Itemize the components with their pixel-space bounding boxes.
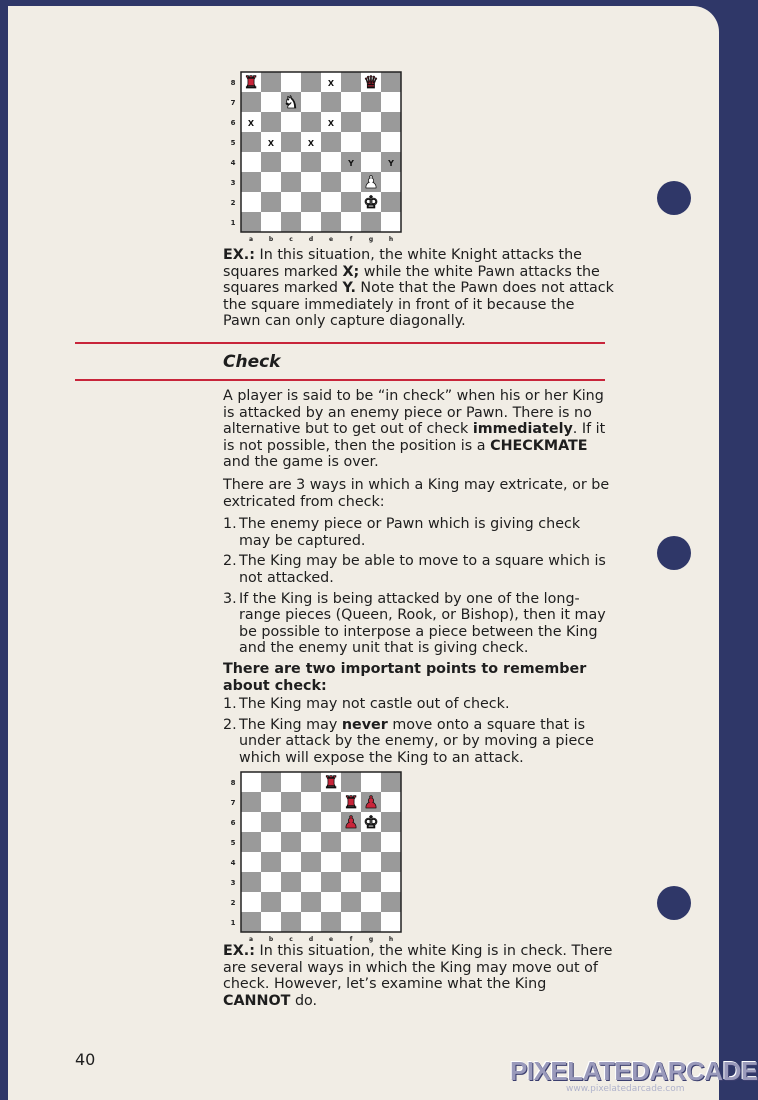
text-run: . If it is not possible, then the position is a — [223, 421, 606, 454]
board-square — [261, 892, 281, 912]
board-square — [341, 772, 361, 792]
board-square — [261, 212, 281, 232]
board-square — [381, 872, 401, 892]
board-square — [261, 792, 281, 812]
board-square — [361, 912, 381, 932]
rank-label: 3 — [230, 179, 236, 187]
rank-label: 8 — [230, 79, 236, 87]
file-label: b — [268, 236, 274, 243]
list-text: The King may not castle out of check. — [239, 696, 510, 713]
board-square — [261, 812, 281, 832]
chess-diagram-knight-pawn — [221, 64, 411, 244]
page-number: 40 — [75, 1050, 96, 1069]
section-rule-top — [75, 342, 605, 344]
board-square — [261, 92, 281, 112]
board-square — [361, 852, 381, 872]
board-square — [301, 72, 321, 92]
board-square — [241, 772, 261, 792]
chess-piece: ♛ — [363, 73, 379, 93]
board-square — [261, 152, 281, 172]
file-label: a — [248, 236, 254, 243]
board-square — [281, 832, 301, 852]
board-square — [381, 832, 401, 852]
file-label: g — [368, 936, 374, 943]
check-points-list — [223, 696, 615, 766]
text-run: A player is said to be “in check” when his or her King is attacked by an enemy piece or Pawn. There is no alternative but to get out of check — [223, 388, 604, 438]
board-square — [381, 892, 401, 912]
caption-king-check — [223, 943, 615, 1009]
square-mark: Y — [388, 159, 394, 168]
board-square — [241, 172, 261, 192]
board-square — [321, 192, 341, 212]
board-square — [241, 872, 261, 892]
board-square — [241, 132, 261, 152]
file-label: d — [308, 936, 314, 943]
rank-label: 6 — [230, 119, 236, 127]
board-square — [281, 912, 301, 932]
file-label: c — [289, 936, 293, 943]
chess-piece: ♜ — [343, 793, 359, 813]
ex-label: EX.: — [223, 943, 255, 959]
board-square — [281, 152, 301, 172]
emphasis-checkmate: CHECKMATE — [490, 437, 588, 454]
square-mark: Y — [348, 159, 354, 168]
board-square — [361, 772, 381, 792]
rank-label: 2 — [230, 899, 236, 907]
board-square — [261, 852, 281, 872]
board-square — [241, 892, 261, 912]
board-square — [241, 792, 261, 812]
ex-label: EX.: — [223, 247, 255, 263]
list-item — [223, 516, 615, 549]
x-label: X; — [342, 263, 360, 280]
square-mark: X — [327, 79, 335, 88]
caption-text: In this situation, the white Knight attacks the squares marked — [223, 247, 582, 280]
board-square — [321, 152, 341, 172]
board-square — [241, 852, 261, 872]
rank-label: 1 — [230, 919, 236, 927]
caption-text: do. — [294, 992, 318, 1009]
board-square — [321, 852, 341, 872]
chess-piece: ♜ — [323, 773, 339, 793]
manual-page — [8, 6, 719, 1100]
board-square — [301, 912, 321, 932]
emphasis-immediately: immediately — [472, 421, 573, 438]
watermark-logo: PIXELATEDARCADE — [510, 1056, 758, 1086]
chess-diagram-king-check — [221, 764, 411, 944]
board-square — [381, 72, 401, 92]
board-square — [261, 912, 281, 932]
binder-hole — [657, 886, 691, 920]
emphasis-never: never — [341, 716, 388, 733]
board-square — [341, 92, 361, 112]
board-square — [341, 872, 361, 892]
file-label: h — [388, 936, 394, 943]
check-definition — [223, 388, 615, 471]
binder-hole — [657, 536, 691, 570]
board-square — [381, 112, 401, 132]
rank-label: 5 — [230, 139, 236, 147]
board-square — [301, 112, 321, 132]
board-square — [381, 132, 401, 152]
board-square — [261, 832, 281, 852]
board-square — [341, 172, 361, 192]
square-mark: X — [267, 139, 275, 148]
file-label: a — [248, 936, 254, 943]
board-square — [281, 72, 301, 92]
caption-knight-pawn — [223, 247, 615, 330]
file-label: c — [289, 236, 293, 243]
list-item — [223, 553, 615, 586]
board-square — [341, 912, 361, 932]
board-square — [321, 132, 341, 152]
file-label: f — [349, 936, 353, 943]
list-number: 2. — [223, 553, 237, 570]
rank-label: 8 — [230, 779, 236, 787]
board-square — [321, 92, 341, 112]
section-rule-bottom — [75, 379, 605, 381]
caption-text: while the white Pawn attacks the squares marked — [223, 263, 600, 297]
board-square — [341, 212, 361, 232]
board-square — [341, 72, 361, 92]
check-points-subhead: There are two important points to remember about check: — [223, 660, 587, 694]
board-square — [381, 912, 401, 932]
board-square — [281, 192, 301, 212]
file-label: e — [328, 936, 334, 943]
chessboard — [221, 64, 411, 244]
file-label: f — [349, 236, 353, 243]
square-mark: X — [247, 119, 255, 128]
board-square — [281, 792, 301, 812]
board-square — [301, 772, 321, 792]
square-mark: X — [307, 139, 315, 148]
caption-text: Note that the Pawn does not attack the square immediately in front of it because the Pawn can only capture diagonally. — [223, 280, 614, 330]
board-square — [241, 812, 261, 832]
file-label: d — [308, 236, 314, 243]
board-square — [361, 832, 381, 852]
board-square — [241, 92, 261, 112]
list-number: 1. — [223, 516, 237, 533]
watermark-url: www.pixelatedarcade.com — [566, 1084, 685, 1094]
cannot-label: CANNOT — [223, 992, 291, 1009]
section-heading: Check — [223, 352, 281, 372]
rank-label: 4 — [230, 859, 236, 867]
board-square — [341, 892, 361, 912]
list-text: move onto a square that is under attack by the enemy, or by moving a piece which will expose the King to an attack. — [239, 716, 594, 766]
check-ways-list — [223, 516, 615, 657]
board-square — [301, 192, 321, 212]
chess-piece: ♚ — [363, 813, 379, 833]
board-square — [281, 872, 301, 892]
chess-piece: ♟ — [363, 793, 379, 813]
board-square — [281, 132, 301, 152]
board-square — [361, 152, 381, 172]
file-label: g — [368, 236, 374, 243]
list-text: The enemy piece or Pawn which is giving check may be captured. — [239, 516, 581, 549]
board-square — [301, 92, 321, 112]
chess-piece: ♚ — [363, 193, 379, 213]
board-square — [361, 212, 381, 232]
list-item — [223, 591, 615, 657]
board-square — [341, 832, 361, 852]
list-item — [223, 696, 615, 713]
board-square — [381, 192, 401, 212]
board-square — [301, 212, 321, 232]
board-square — [241, 832, 261, 852]
rank-label: 5 — [230, 839, 236, 847]
file-label: h — [388, 236, 394, 243]
chess-piece: ♟ — [343, 813, 359, 833]
board-square — [361, 92, 381, 112]
rank-label: 7 — [230, 99, 236, 107]
check-ways-intro: There are 3 ways in which a King may extricate, or be extricated from check: — [223, 476, 610, 510]
board-square — [381, 772, 401, 792]
rank-label: 7 — [230, 799, 236, 807]
board-square — [321, 812, 341, 832]
board-square — [241, 192, 261, 212]
board-square — [301, 872, 321, 892]
board-square — [261, 72, 281, 92]
board-square — [241, 912, 261, 932]
list-number: 2. — [223, 716, 237, 733]
check-body — [223, 388, 615, 770]
y-label: Y. — [342, 280, 356, 297]
board-square — [341, 852, 361, 872]
board-square — [281, 172, 301, 192]
board-square — [381, 792, 401, 812]
board-square — [301, 172, 321, 192]
board-square — [321, 832, 341, 852]
board-square — [381, 212, 401, 232]
rank-label: 2 — [230, 199, 236, 207]
list-number: 3. — [223, 590, 237, 607]
board-square — [361, 872, 381, 892]
list-item — [223, 717, 615, 767]
chess-piece: ♟ — [363, 173, 379, 193]
list-text: The King may — [239, 716, 338, 733]
caption-text: In this situation, the white King is in check. There are several ways in which the King may move out of check. However, let’s examine what the King — [223, 943, 613, 993]
rank-label: 1 — [230, 219, 236, 227]
binder-hole — [657, 181, 691, 215]
square-mark: X — [327, 119, 335, 128]
board-square — [301, 892, 321, 912]
board-square — [381, 852, 401, 872]
board-square — [361, 892, 381, 912]
board-square — [321, 792, 341, 812]
text-run: and the game is over. — [223, 454, 379, 471]
board-square — [321, 172, 341, 192]
board-square — [281, 112, 301, 132]
board-square — [361, 112, 381, 132]
board-square — [381, 172, 401, 192]
file-label: b — [268, 936, 274, 943]
chessboard — [221, 764, 411, 944]
file-label: e — [328, 236, 334, 243]
board-square — [261, 172, 281, 192]
board-square — [281, 772, 301, 792]
board-square — [261, 772, 281, 792]
board-square — [381, 92, 401, 112]
board-square — [301, 852, 321, 872]
board-square — [381, 812, 401, 832]
chess-piece: ♞ — [283, 93, 299, 113]
board-square — [261, 192, 281, 212]
list-number: 1. — [223, 696, 237, 713]
board-square — [301, 152, 321, 172]
board-square — [321, 892, 341, 912]
list-text: If the King is being attacked by one of the long-range pieces (Queen, Rook, or Bishop), then it may be possible to interpose a piece between the King and the enemy unit that is giving check. — [239, 590, 606, 657]
board-square — [241, 152, 261, 172]
board-square — [361, 132, 381, 152]
board-square — [321, 872, 341, 892]
board-square — [341, 132, 361, 152]
board-square — [281, 852, 301, 872]
board-square — [301, 812, 321, 832]
board-square — [341, 192, 361, 212]
board-square — [301, 792, 321, 812]
board-square — [241, 212, 261, 232]
board-square — [261, 112, 281, 132]
rank-label: 3 — [230, 879, 236, 887]
rank-label: 4 — [230, 159, 236, 167]
rank-label: 6 — [230, 819, 236, 827]
board-square — [341, 112, 361, 132]
board-square — [261, 872, 281, 892]
chess-piece: ♜ — [243, 73, 259, 93]
list-text: The King may be able to move to a square which is not attacked. — [239, 553, 606, 586]
board-square — [281, 892, 301, 912]
board-square — [301, 832, 321, 852]
board-square — [321, 212, 341, 232]
board-square — [281, 812, 301, 832]
board-square — [281, 212, 301, 232]
board-square — [321, 912, 341, 932]
